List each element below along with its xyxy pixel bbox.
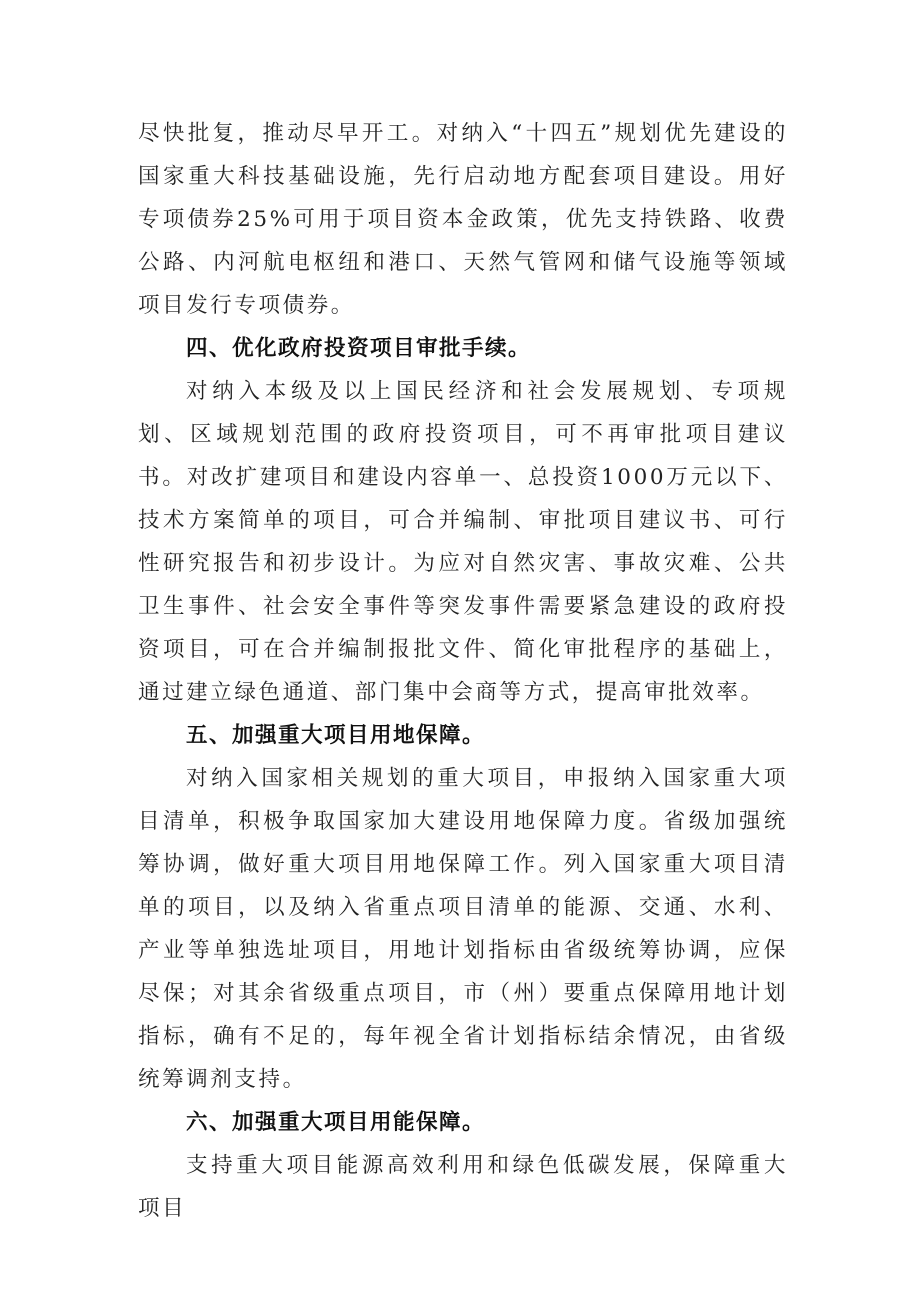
paragraph-continuation: 尽快批复，推动尽早开工。对纳入“十四五”规划优先建设的国家重大科技基础设施，先行启动地方配套项目建设。用好专项债券25%可用于项目资本金政策，优先支持铁路、收费公路、内河航电枢纽和港口、天然气管网和储气设施等领域项目发行专项债券。 — [138, 121, 788, 318]
section-heading-5: 五、加强重大项目用地保障。 — [186, 723, 486, 748]
document-body — [138, 112, 788, 1230]
paragraph-section-6: 支持重大项目能源高效利用和绿色低碳发展，保障重大项目 — [138, 1153, 788, 1221]
section-heading-4: 四、优化政府投资项目审批手续。 — [186, 336, 532, 361]
paragraph-section-4: 对纳入本级及以上国民经济和社会发展规划、专项规划、区域规划范围的政府投资项目，可不再审批项目建议书。对改扩建项目和建设内容单一、总投资1000万元以下、技术方案简单的项目，可合并编制、审批项目建议书、可行性研究报告和初步设计。为应对自然灾害、事故灾难、公共卫生事件、社会安全事件等突发事件需要紧急建设的政府投资项目，可在合并编制报批文件、简化审批程序的基础上，通过建立绿色通道、部门集中会商等方式，提高审批效率。 — [138, 379, 788, 705]
paragraph-section-5: 对纳入国家相关规划的重大项目，申报纳入国家重大项目清单，积极争取国家加大建设用地保障力度。省级加强统筹协调，做好重大项目用地保障工作。列入国家重大项目清单的项目，以及纳入省重点项目清单的能源、交通、水利、产业等单独选址项目，用地计划指标由省级统筹协调，应保尽保；对其余省级重点项目，市（州）要重点保障用地计划指标，确有不足的，每年视全省计划指标结余情况，由省级统筹调剂支持。 — [138, 766, 788, 1092]
section-heading-6: 六、加强重大项目用能保障。 — [186, 1110, 486, 1135]
